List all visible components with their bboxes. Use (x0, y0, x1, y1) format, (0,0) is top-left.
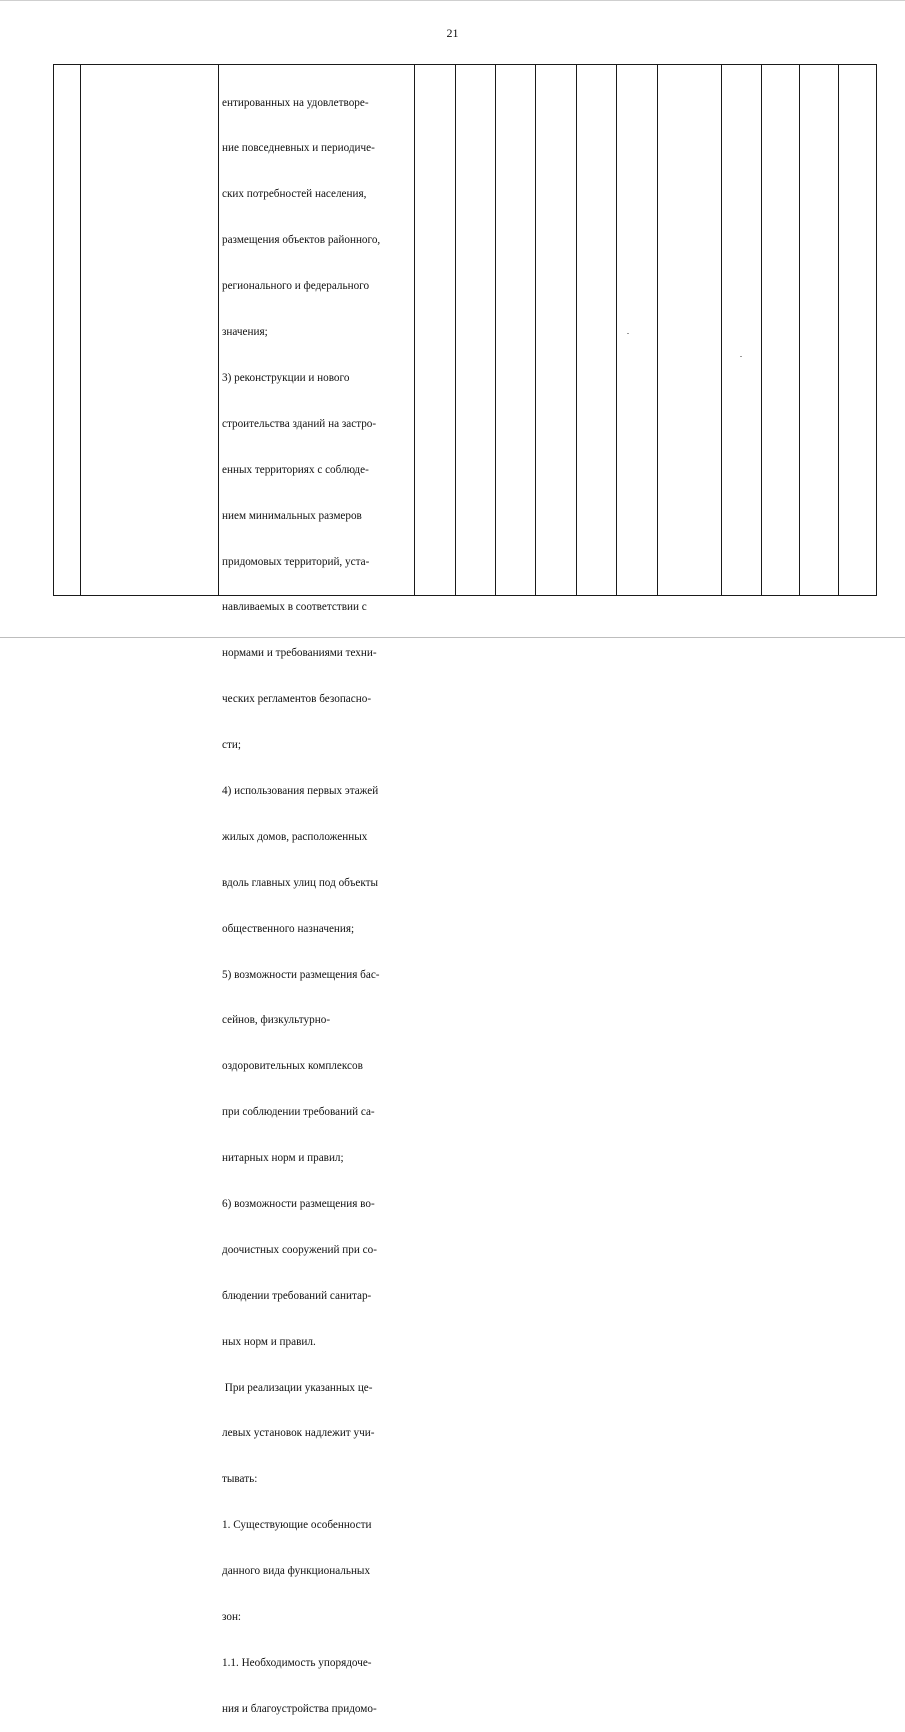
text-line: блюдении требований санитар- (222, 1289, 372, 1302)
text-line: левых установок надлежит учи- (222, 1427, 375, 1440)
text-line: ние повседневных и периодиче- (222, 142, 375, 155)
text-line: ния и благоустройства придомо- (222, 1702, 377, 1715)
description-cell (222, 65, 414, 1715)
text-line: ных норм и правил. (222, 1335, 316, 1348)
text-line: сти; (222, 739, 241, 752)
text-line: 5) возможности размещения бас- (222, 968, 380, 981)
text-line: при соблюдении требований са- (222, 1106, 375, 1119)
text-line: строительства зданий на застро- (222, 417, 377, 430)
column-divider (414, 64, 415, 596)
page-number: 21 (446, 26, 459, 40)
text-line: 1.1. Необходимость упорядоче- (222, 1656, 372, 1669)
text-line: оздоровительных комплексов (222, 1060, 363, 1073)
column-divider (616, 64, 617, 596)
text-line: данного вида функциональных (222, 1565, 371, 1578)
text-line: 4) использования первых этажей (222, 784, 379, 797)
text-line: нормами и требованиями техни- (222, 647, 377, 660)
text-line: доочистных сооружений при со- (222, 1243, 377, 1256)
text-line: навливаемых в соответствии с (222, 601, 367, 614)
text-line: нием минимальных размеров (222, 509, 362, 522)
text-line: размещения объектов районного, (222, 234, 381, 247)
scan-speck (627, 333, 629, 334)
column-divider (576, 64, 577, 596)
column-divider (218, 64, 219, 596)
bottom-rule (0, 637, 905, 638)
column-divider (495, 64, 496, 596)
text-line: ентированных на удовлетворе- (222, 96, 369, 109)
text-line: зон: (222, 1610, 242, 1623)
text-line: 3) реконструкции и нового (222, 371, 350, 384)
scan-speck (740, 356, 742, 357)
top-rule (0, 0, 905, 1)
text-line: 6) возможности размещения во- (222, 1197, 375, 1210)
text-line: ских потребностей населения, (222, 188, 367, 201)
column-divider (455, 64, 456, 596)
column-divider (80, 64, 81, 596)
text-line: енных территориях с соблюде- (222, 463, 369, 476)
text-line: 1. Существующие особенности (222, 1519, 372, 1532)
text-line: общественного назначения; (222, 922, 355, 935)
column-divider (535, 64, 536, 596)
text-line: вдоль главных улиц под объекты (222, 876, 379, 889)
table-frame (53, 64, 877, 596)
column-divider (838, 64, 839, 596)
text-line: ческих регламентов безопасно- (222, 693, 372, 706)
text-line: нитарных норм и правил; (222, 1152, 344, 1165)
column-divider (761, 64, 762, 596)
text-line: значения; (222, 326, 268, 339)
text-line: тывать: (222, 1473, 258, 1486)
text-line: жилых домов, расположенных (222, 830, 368, 843)
column-divider (721, 64, 722, 596)
text-line: сейнов, физкультурно- (222, 1014, 331, 1027)
column-divider (799, 64, 800, 596)
text-line: регионального и федерального (222, 280, 370, 293)
text-line: При реализации указанных це- (222, 1381, 373, 1394)
text-line: придомовых территорий, уста- (222, 555, 370, 568)
column-divider (657, 64, 658, 596)
